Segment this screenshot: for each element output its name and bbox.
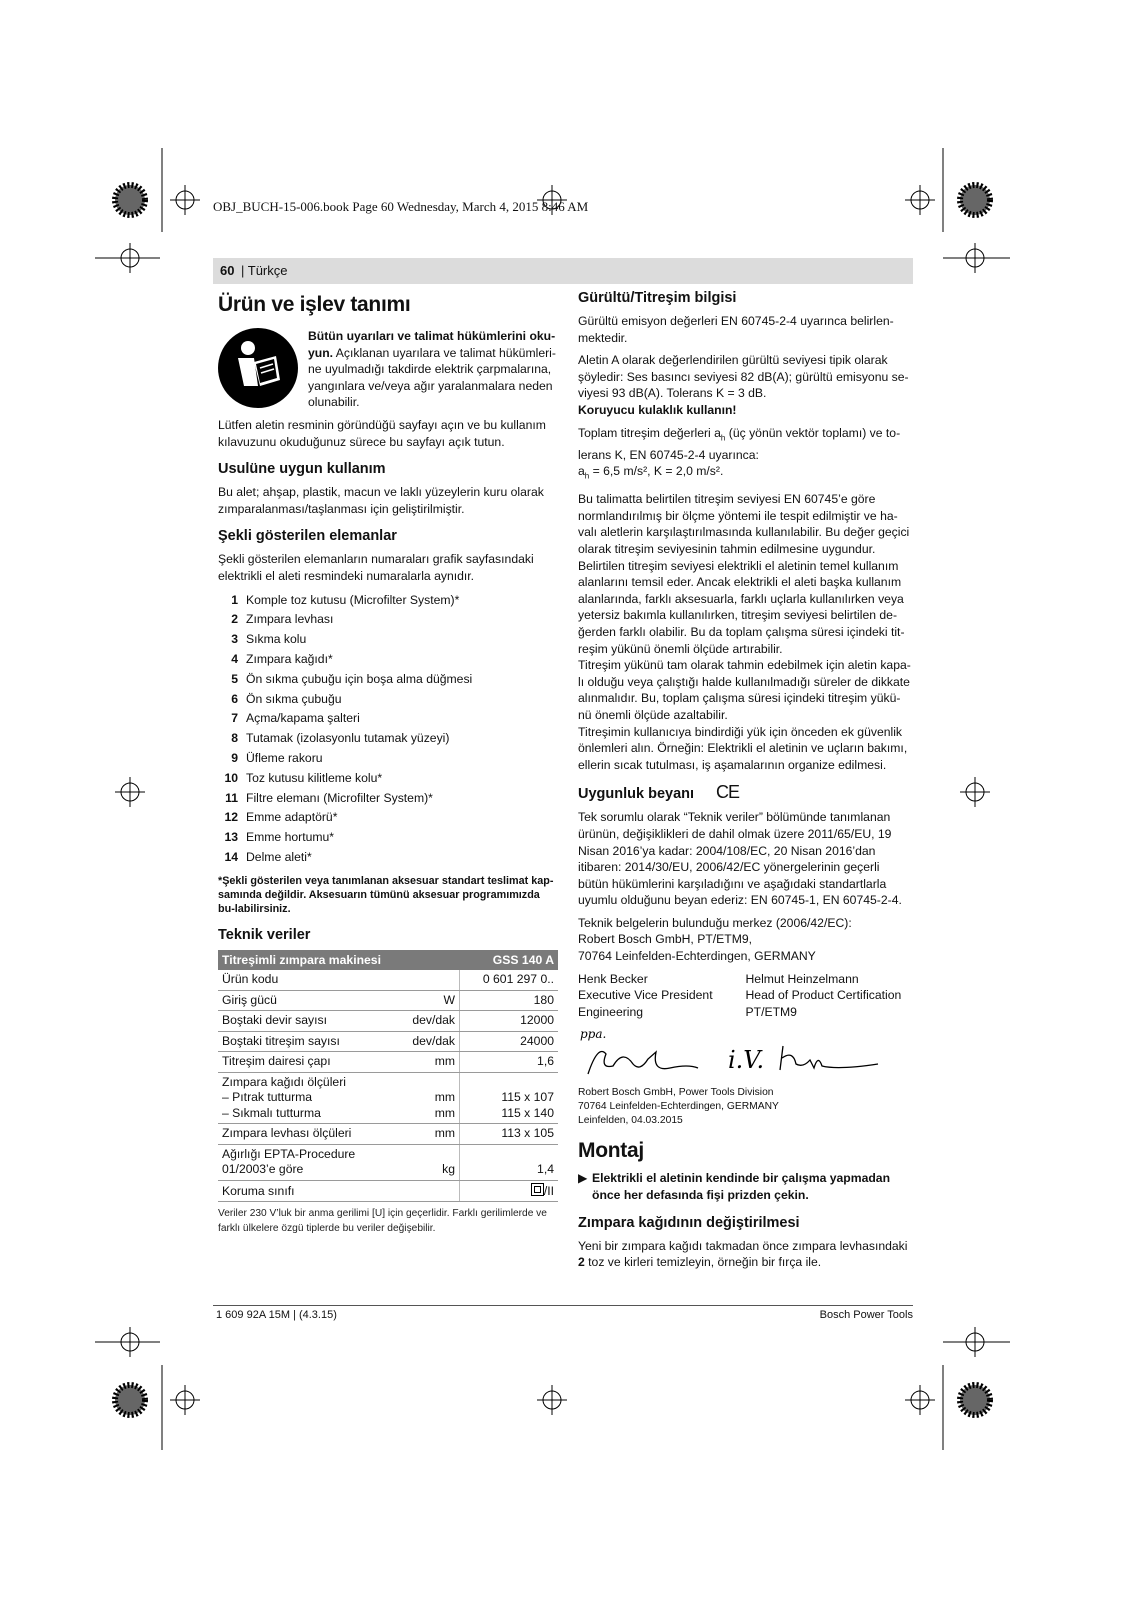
table-row: Zımpara kağıdı ölçüleri – Pıtrak tutturma – Sıkmalı tutturma mm mm 115 x 107 115 x 140 (218, 1072, 558, 1124)
vibration-p5: Titreşimin kullanıcıya bindirdiği yük için önceden ek güvenlik önlemleri alın. Örneğin: Elektrikli el aletinin ve uçların bakımı, ellerin sıcak tutulması, iş aşamalarının organize edilmesi. (578, 724, 908, 772)
warning-body: Açıklanan uyarılara ve talimat hükümleri-ne uyulmadığı takdirde elektrik çarpmalarına, yangınlara ve/veya ağır yaralanmalara neden olunabilir. (308, 345, 556, 410)
book-file-tag: OBJ_BUCH-15-006.book Page 60 Wednesday, March 4, 2015 8:46 AM (213, 199, 589, 214)
list-item: 6 Ön sıkma çubuğu (231, 691, 342, 706)
table-row: Titreşim dairesi çapı mm 1,6 (218, 1052, 558, 1073)
warning-block (218, 328, 558, 411)
heading-noise: Gürültü/Titreşim bilgisi (578, 290, 737, 306)
table-row: Ağırlığı EPTA-Procedure 01/2003’e göre kg 1,4 (218, 1144, 558, 1180)
accessory-footnote: *Şekli gösterilen veya tanımlanan aksesuar standart teslimat kap-samında değildir. Aksesuarın tümünü aksesuar programımızda bu-labilirsiniz. (218, 874, 554, 915)
read-manual-icon (218, 328, 298, 408)
table-row: Zımpara levhası ölçüleri mm 113 x 105 (218, 1124, 558, 1145)
heading-conformity: Uygunluk beyanı CE (578, 782, 740, 803)
table-row: Giriş gücü W 180 (218, 990, 558, 1011)
signatory-1: Henk Becker Executive Vice President Engineering (578, 971, 713, 1019)
vibration-p4: Titreşim yükünü tam olarak tahmin edebilmek için aletin kapa-lı olduğu veya çalıştığı halde kullanılmadığı süreler de dikkate alınmalıdır. Bu, toplam çalışma süresi içindeki titreşim yükü-nü önemli ölçüde azaltabilir. (578, 658, 911, 722)
tech-file-line3: 70764 Leinfelden-Echterdingen, GERMANY (578, 949, 816, 964)
signatories (578, 971, 913, 1021)
list-item: 11 Filtre elemanı (Microfilter System)* (225, 790, 433, 805)
conformity-text: Tek sorumlu olarak “Teknik veriler” bölümünde tanımlanan ürünün, değişiklikleri de dahil olmak üzere 2011/65/EU, 19 Nisan 2016’ya kadar: 2004/108/EC, 20 Nisan 2016’dan itibaren: 2014/30/EU, 2006/42/EC yönergelerinin geçerli bütün hükümlerini karşıladığını ve aşağıdaki standartlarla uyumlu olduğunu beyan ederiz: EN 60745-1, EN 60745-2-4. (578, 810, 902, 908)
components-intro: Şekli gösterilen elemanların numaraları grafik sayfasındaki elektrikli el aleti resmindeki numaralarla aynıdır. (218, 552, 534, 583)
vibration-value: $a_h = 6,5$ m/s², K = 2,0 m/s². (578, 464, 724, 481)
list-item: 4 Zımpara kağıdı* (231, 651, 333, 666)
list-item: 13 Emme hortumu* (224, 830, 335, 845)
left-column (218, 292, 558, 1236)
table-header: Titreşimli zımpara makinesi GSS 140 A (218, 950, 558, 971)
section-title-assembly: Montaj (578, 1139, 644, 1163)
signatory-2: Helmut Heinzelmann Head of Product Certification PT/ETM9 (745, 971, 902, 1019)
triangle-bullet-icon: ▶ (578, 1171, 588, 1186)
warning-bold: Bütün uyarıları ve talimat hükümlerini oku-yun. (308, 329, 556, 360)
footer-rule (213, 1305, 913, 1306)
table-row: Ürün kodu 0 601 297 0.. (218, 970, 558, 990)
protection-class-icon (531, 1183, 544, 1196)
noise-warning: Koruyucu kulaklık kullanın! (578, 402, 737, 417)
ce-mark-icon: CE (716, 782, 740, 803)
list-item: 2 Zımpara levhası (231, 612, 334, 627)
section-title-product: Ürün ve işlev tanımı (218, 293, 411, 316)
tech-data-table (218, 950, 558, 1203)
noise-p1: Gürültü emisyon değerleri EN 60745-2-4 uyarınca belirlen-mektedir. (578, 314, 894, 345)
table-row: Boştaki devir sayısı dev/dak 12000 (218, 1011, 558, 1032)
heading-paper-change: Zımpara kağıdının değiştirilmesi (578, 1214, 800, 1231)
warning-text (308, 328, 558, 411)
page-number: 60 (220, 263, 235, 278)
vibration-p3: Belirtilen titreşim seviyesi elektrikli el aletinin temel kullanım alanlarını temsil eder. Ancak elektrikli el aleti başka kullanım alanlarında, farklı aksesuarla, farklı uçlarla kullanılırken veya yetersiz bakımla kullanılırken, titreşim seviyesi belirtilen de-ğerden farklı olabilir. Bu da toplam çalışma süresi içindeki tit-reşim yükünü önemli ölçüde artırabilir. (578, 558, 905, 656)
footer-doc-number: 1 609 92A 15M | (4.3.15) (216, 1309, 337, 1321)
list-item: 9 Üfleme rakoru (231, 750, 323, 765)
right-column (578, 292, 913, 1277)
signatures-image (578, 1024, 908, 1082)
manufacturer-address: Robert Bosch GmbH, Power Tools Division 70764 Leinfelden-Echterdingen, GERMANY Leinfelden, 04.03.2015 (578, 1087, 779, 1127)
intro-paragraph: Lütfen aletin resminin göründüğü sayfayı açın ve bu kullanım kılavuzunu okuduğunuz sürece bu sayfayı açık tutun. (218, 417, 546, 449)
footer-brand: Bosch Power Tools (819, 1309, 913, 1321)
list-item: 3 Sıkma kolu (231, 632, 307, 647)
heading-tech-data: Teknik veriler (218, 926, 311, 943)
heading-components: Şekli gösterilen elemanlar (218, 528, 397, 545)
list-item: 14 Delme aleti* (224, 849, 312, 864)
list-item: 1 Komple toz kutusu (Microfilter System)* (231, 592, 460, 607)
list-item: 5 Ön sıkma çubuğu için boşa alma düğmesi (231, 671, 473, 686)
page-header-bar (213, 258, 913, 284)
table-row: Koruma sınıfı /II (218, 1180, 558, 1202)
paper-change-text: Yeni bir zımpara kağıdı takmadan önce zımpara levhasındaki 2 toz ve kirleri temizleyin, örneğin bir fırça ile. (578, 1238, 908, 1270)
noise-p2: Aletin A olarak değerlendirilen gürültü seviyesi tipik olarak şöyledir: Ses basıncı seviyesi 82 dB(A); gürültü emisyonu se-viyesi 93 dB(A). Tolerans K = 3 dB. (578, 353, 909, 401)
vibration-p1: Toplam titreşim değerleri $a_h$ (üç yönün vektör toplamı) ve to-lerans K, EN 60745-2-4 uyarınca: (578, 425, 901, 462)
components-list (218, 591, 558, 868)
list-item: 8 Tutamak (izolasyonlu tutamak yüzeyi) (231, 731, 450, 746)
page-language: | Türkçe (241, 263, 288, 278)
signature-ppa-text: ppa. (580, 1027, 607, 1042)
table-row: Boştaki titreşim sayısı dev/dak 24000 (218, 1031, 558, 1052)
list-item: 12 Emme adaptörü* (224, 810, 338, 825)
assembly-warning: ▶ Elektrikli el aletinin kendinde bir çalışma yapmadan önce her defasında fişi prizden çekin. (578, 1171, 891, 1203)
signature-iv-text: i.V. (728, 1046, 765, 1075)
list-item: 10 Toz kutusu kilitleme kolu* (224, 770, 383, 785)
list-item: 7 Açma/kapama şalteri (231, 711, 360, 726)
table-note: Veriler 230 V’luk bir anma gerilimi [U] için geçerlidir. Farklı gerilimlerde ve farklı ülkelere özgü tiplerde bu veriler değişebilir. (218, 1208, 547, 1235)
heading-intended-use: Usulüne uygun kullanım (218, 461, 386, 478)
intended-use-text: Bu alet; ahşap, plastik, macun ve laklı yüzeylerin kuru olarak zımparalanması/taşlanması için geliştirilmiştir. (218, 485, 544, 516)
tech-file-line2: Robert Bosch GmbH, PT/ETM9, (578, 932, 753, 947)
tech-file-line1: Teknik belgelerin bulunduğu merkez (2006/42/EC): (578, 915, 852, 930)
vibration-p2: Bu talimatta belirtilen titreşim seviyesi EN 60745’e göre normlandırılmış bir ölçme yöntemi ile tespit edilmiştir ve ha-valı aletlerin karşılaştırılmasında kullanılabilir. Bu değer geçici olarak titreşim seviyesinin tahmin edilmesine uygundur. (578, 492, 910, 556)
